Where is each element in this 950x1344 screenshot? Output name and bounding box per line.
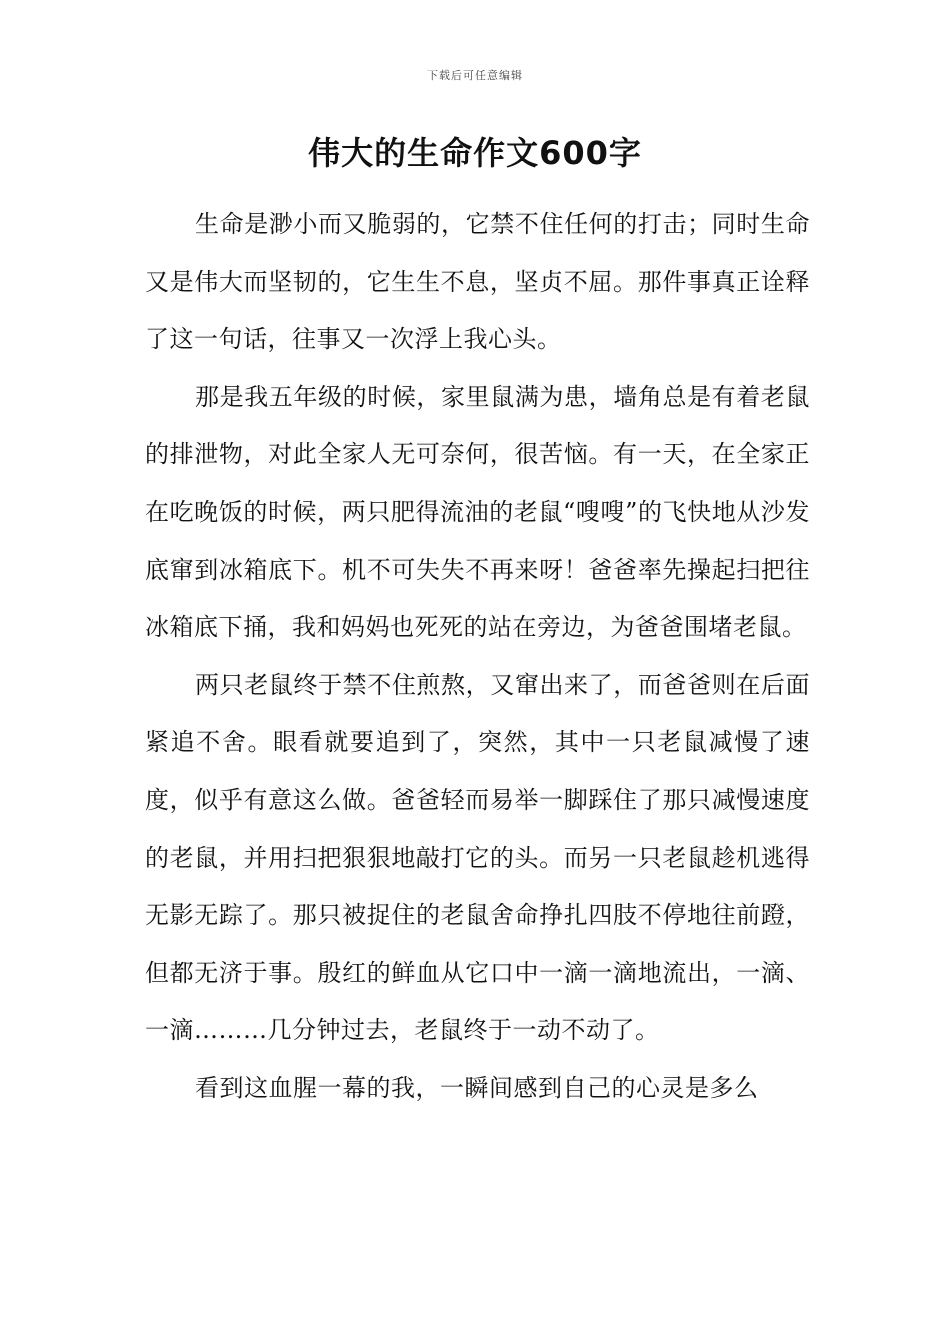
- document-body: [145, 196, 810, 1118]
- paragraph-2: 那是我五年级的时候，家里鼠满为患，墙角总是有着老鼠的排泄物，对此全家人无可奈何，很苦恼。有一天，在全家正在吃晚饭的时候，两只肥得流油的老鼠“嗖嗖”的飞快地从沙发底窜到冰箱底下。机不可失失不再来呀！爸爸率先操起扫把往冰箱底下捅，我和妈妈也死死的站在旁边，为爸爸围堵老鼠。: [145, 382, 810, 642]
- header-note: 下载后可任意编辑: [427, 69, 523, 82]
- paragraph-3: 两只老鼠终于禁不住煎熬，又窜出来了，而爸爸则在后面紧追不舍。眼看就要追到了，突然，其中一只老鼠减慢了速度，似乎有意这么做。爸爸轻而易举一脚踩住了那只减慢速度的老鼠，并用扫把狠狠地敲打它的头。而另一只老鼠趁机逃得无影无踪了。那只被捉住的老鼠舍命挣扎四肢不停地往前蹬，但都无济于事。殷红的鲜血从它口中一滴一滴地流出，一滴、一滴………几分钟过去，老鼠终于一动不动了。: [145, 670, 810, 1045]
- paragraph-1: 生命是渺小而又脆弱的，它禁不住任何的打击；同时生命又是伟大而坚韧的，它生生不息，坚贞不屈。那件事真正诠释了这一句话，往事又一次浮上我心头。: [145, 210, 810, 354]
- paragraph-4: 看到这血腥一幕的我，一瞬间感到自己的心灵是多么: [195, 1073, 759, 1102]
- document-title: 伟大的生命作文600字: [308, 134, 642, 172]
